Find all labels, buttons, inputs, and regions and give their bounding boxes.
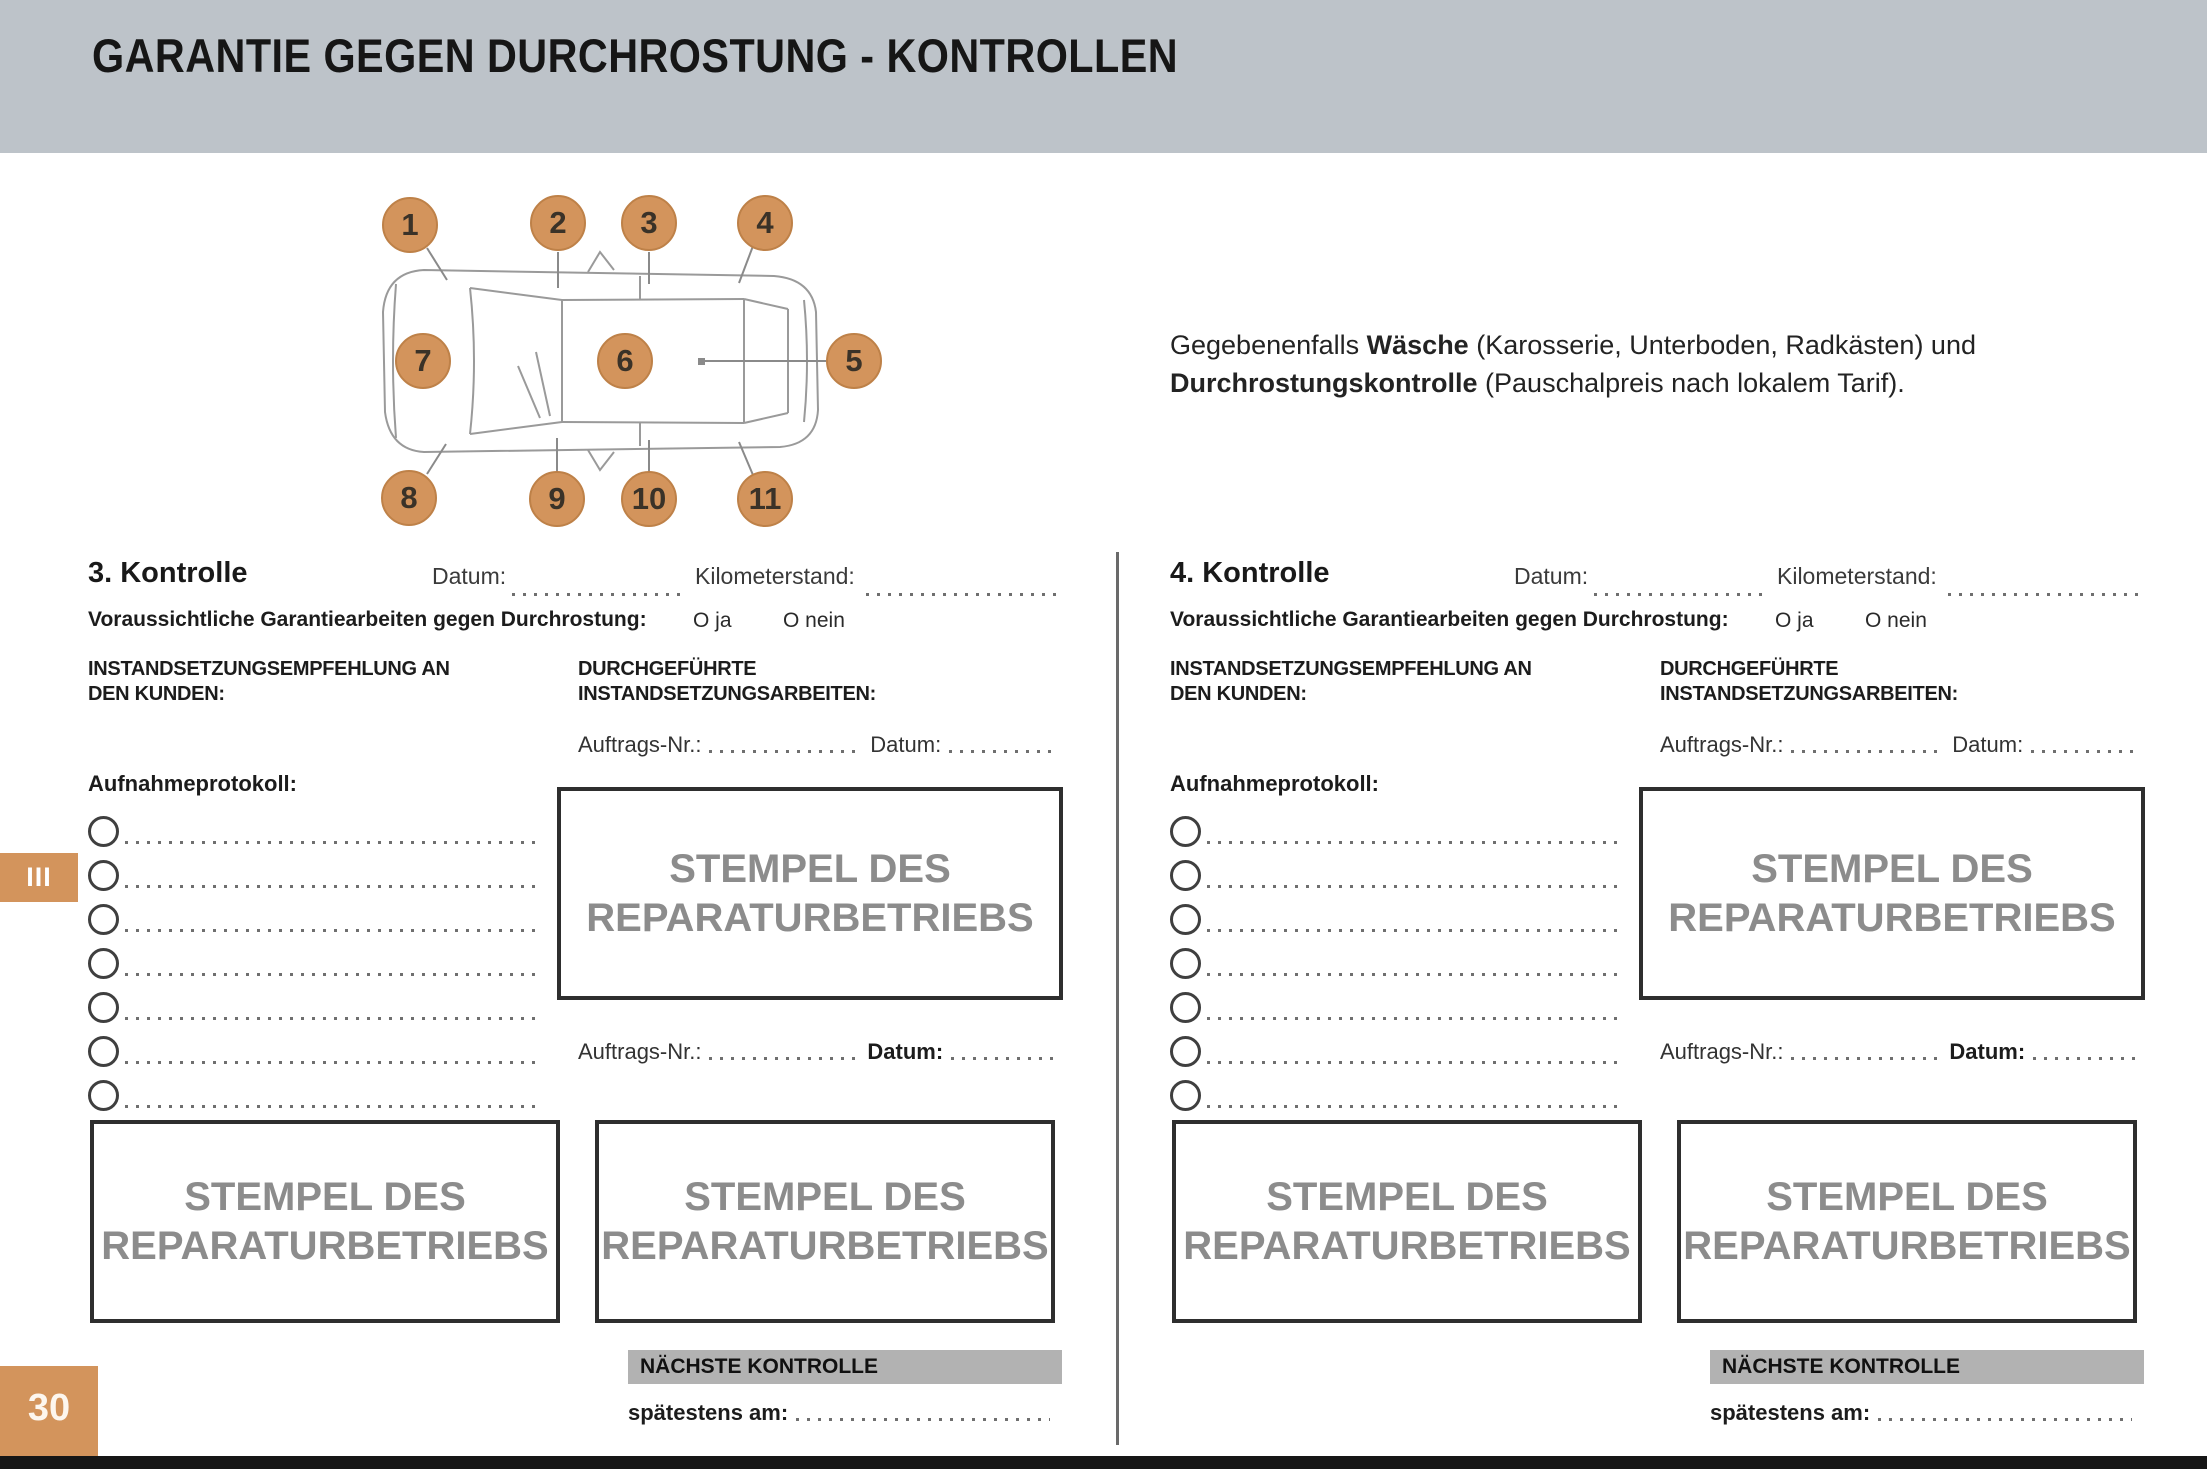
auftrags-nr-label: Auftrags-Nr.: <box>1660 732 1784 757</box>
dotted-line <box>125 885 543 888</box>
datum-field <box>949 750 1055 753</box>
naechste-kontrolle-bar: NÄCHSTE KONTROLLE <box>628 1350 1062 1384</box>
dotted-line <box>125 841 543 844</box>
aufnahmeprotokoll-label: Aufnahmeprotokoll: <box>88 771 297 796</box>
dotted-line <box>1207 841 1625 844</box>
stamp-box-top: STEMPEL DES REPARATURBETRIEBS <box>557 787 1063 1000</box>
callout-2: 2 <box>530 195 586 251</box>
auftrags-nr-label: Auftrags-Nr.: <box>578 732 702 757</box>
protokoll-circle <box>88 860 119 891</box>
stamp-box-bottom-left: STEMPEL DES REPARATURBETRIEBS <box>1172 1120 1642 1323</box>
page-title: GARANTIE GEGEN DURCHROSTUNG - KONTROLLEN <box>92 29 1179 82</box>
protokoll-row <box>88 1027 543 1067</box>
protokoll-circle <box>88 948 119 979</box>
option-ja: O ja <box>1775 609 1814 632</box>
garantie-frage: Voraussichtliche Garantiearbeiten gegen Durchrostung: <box>1170 608 1729 631</box>
callout-11: 11 <box>737 471 793 527</box>
antenna-dot <box>698 358 705 365</box>
protokoll-row <box>1170 1027 1625 1067</box>
protokoll-circle <box>1170 948 1201 979</box>
auftrags-nr-field <box>709 750 862 753</box>
durchgefuehrt-heading: DURCHGEFÜHRTE INSTANDSETZUNGSARBEITEN: <box>1660 658 1958 705</box>
protokoll-row <box>88 895 543 935</box>
callout-10: 10 <box>621 471 677 527</box>
callout-9: 9 <box>529 471 585 527</box>
auftrag-row-1 <box>1660 732 2145 758</box>
kontrolle-heading: 3. Kontrolle <box>88 557 248 589</box>
protokoll-circle <box>1170 860 1201 891</box>
datum-field <box>512 593 682 596</box>
auftrag-row-2 <box>578 1039 1063 1065</box>
protokoll-circle <box>1170 816 1201 847</box>
dotted-line <box>125 1105 543 1108</box>
dotted-line <box>125 1061 543 1064</box>
service-note-line-2: Durchrostungskontrolle (Pauschalpreis nach lokalem Tarif). <box>1170 368 1905 398</box>
protokoll-circle <box>88 992 119 1023</box>
datum-field <box>2031 750 2137 753</box>
callout-3: 3 <box>621 195 677 251</box>
kontrolle-heading: 4. Kontrolle <box>1170 557 1330 589</box>
kontrolle-4-section <box>1170 545 2145 1445</box>
protokoll-row <box>88 851 543 891</box>
protokoll-row <box>1170 939 1625 979</box>
protokoll-circle <box>1170 1036 1201 1067</box>
option-nein: O nein <box>1865 609 1927 632</box>
dotted-line <box>1207 1061 1625 1064</box>
naechste-kontrolle-bar: NÄCHSTE KONTROLLE <box>1710 1350 2144 1384</box>
spaetestens-label: spätestens am: <box>1710 1400 1871 1425</box>
auftrags-nr-field <box>1791 1057 1941 1060</box>
protokoll-row <box>1170 983 1625 1023</box>
protokoll-row <box>1170 807 1625 847</box>
callout-5: 5 <box>826 333 882 389</box>
datum-label: Datum: <box>1952 732 2024 757</box>
stamp-box-bottom-right: STEMPEL DES REPARATURBETRIEBS <box>595 1120 1055 1323</box>
protokoll-circle <box>1170 1080 1201 1111</box>
option-ja: O ja <box>693 609 732 632</box>
garantie-frage: Voraussichtliche Garantiearbeiten gegen Durchrostung: <box>88 608 647 631</box>
dotted-line <box>1207 1017 1625 1020</box>
protokoll-row <box>88 1071 543 1111</box>
datum-label: Datum: <box>1514 563 1589 589</box>
dotted-line <box>125 929 543 932</box>
dotted-line <box>1207 885 1625 888</box>
datum-label: Datum: <box>432 563 507 589</box>
spaetestens-row <box>628 1400 1058 1426</box>
protokoll-row <box>1170 1071 1625 1111</box>
datum-label: Datum: <box>867 1039 944 1064</box>
kilometerstand-field <box>866 593 1056 596</box>
section-tab: III <box>0 853 78 902</box>
column-divider <box>1116 552 1119 1445</box>
stamp-box-bottom-right: STEMPEL DES REPARATURBETRIEBS <box>1677 1120 2137 1323</box>
kontrolle-3-section <box>88 545 1063 1445</box>
protokoll-circle <box>88 1080 119 1111</box>
callout-6: 6 <box>597 333 653 389</box>
auftrags-nr-label: Auftrags-Nr.: <box>578 1039 702 1064</box>
protokoll-circle <box>88 904 119 935</box>
protokoll-circle <box>1170 992 1201 1023</box>
datum-field <box>2033 1057 2137 1060</box>
protokoll-circle <box>88 1036 119 1067</box>
option-nein: O nein <box>783 609 845 632</box>
dotted-line <box>125 1017 543 1020</box>
datum-label: Datum: <box>1949 1039 2026 1064</box>
datum-field <box>1594 593 1764 596</box>
spaetestens-field <box>796 1418 1050 1421</box>
spaetestens-row <box>1710 1400 2140 1426</box>
stamp-box-top: STEMPEL DES REPARATURBETRIEBS <box>1639 787 2145 1000</box>
service-note-line-1: Gegebenenfalls Wäsche (Karosserie, Unterboden, Radkästen) und <box>1170 330 1976 360</box>
auftrag-row-1 <box>578 732 1063 758</box>
spaetestens-label: spätestens am: <box>628 1400 789 1425</box>
page-number: 30 <box>0 1366 98 1456</box>
page-header <box>0 0 2207 153</box>
durchgefuehrt-heading: DURCHGEFÜHRTE INSTANDSETZUNGSARBEITEN: <box>578 658 876 705</box>
kilometerstand-label: Kilometerstand: <box>695 563 855 589</box>
spaetestens-field <box>1878 1418 2132 1421</box>
empfehlung-heading: INSTANDSETZUNGSEMPFEHLUNG AN DEN KUNDEN: <box>1170 658 1532 705</box>
auftrag-row-2 <box>1660 1039 2145 1065</box>
service-note <box>1170 326 1976 402</box>
dotted-line <box>125 973 543 976</box>
aufnahmeprotokoll-label: Aufnahmeprotokoll: <box>1170 771 1379 796</box>
protokoll-row <box>88 983 543 1023</box>
bottom-bar <box>0 1456 2207 1469</box>
callout-1: 1 <box>382 197 438 253</box>
kilometerstand-label: Kilometerstand: <box>1777 563 1937 589</box>
protokoll-row <box>88 939 543 979</box>
auftrags-nr-label: Auftrags-Nr.: <box>1660 1039 1784 1064</box>
protokoll-row <box>1170 895 1625 935</box>
datum-label: Datum: <box>870 732 942 757</box>
kilometerstand-field <box>1948 593 2138 596</box>
protokoll-circle <box>1170 904 1201 935</box>
dotted-line <box>1207 929 1625 932</box>
datum-field <box>951 1057 1055 1060</box>
stamp-box-bottom-left: STEMPEL DES REPARATURBETRIEBS <box>90 1120 560 1323</box>
empfehlung-heading: INSTANDSETZUNGSEMPFEHLUNG AN DEN KUNDEN: <box>88 658 450 705</box>
protokoll-row <box>1170 851 1625 891</box>
auftrags-nr-field <box>709 1057 859 1060</box>
protokoll-circle <box>88 816 119 847</box>
callout-8: 8 <box>381 470 437 526</box>
dotted-line <box>1207 973 1625 976</box>
protokoll-row <box>88 807 543 847</box>
callout-7: 7 <box>395 333 451 389</box>
callout-4: 4 <box>737 195 793 251</box>
auftrags-nr-field <box>1791 750 1944 753</box>
dotted-line <box>1207 1105 1625 1108</box>
